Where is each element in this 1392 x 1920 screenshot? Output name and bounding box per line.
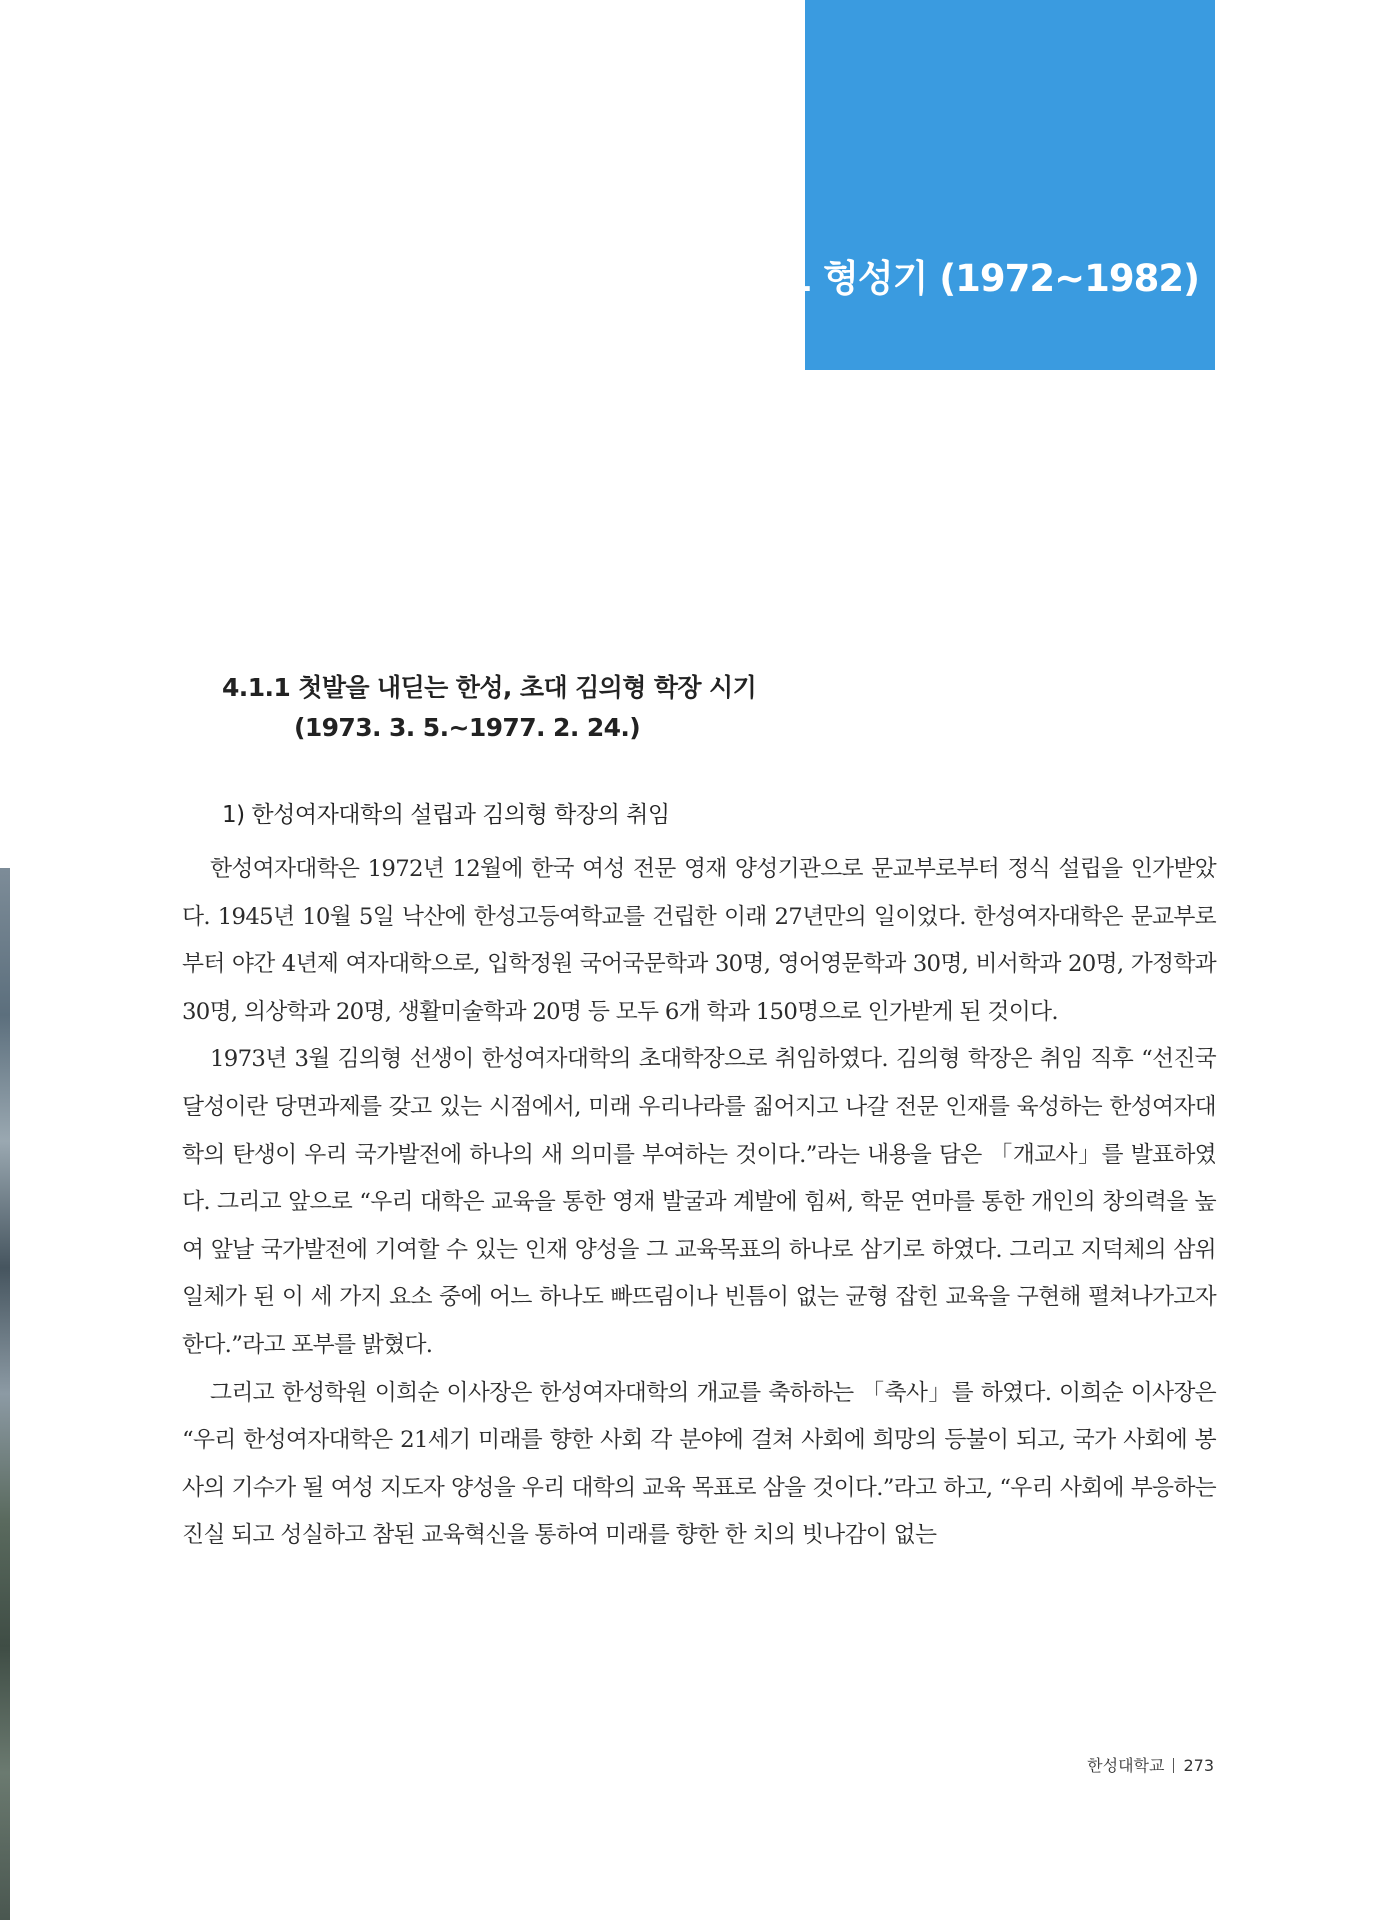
chapter-title-box xyxy=(748,0,1215,370)
edge-photo-strip xyxy=(0,868,10,1920)
footer-separator xyxy=(1173,1758,1174,1773)
subsection-heading: 1) 한성여자대학의 설립과 김의형 학장의 취임 xyxy=(222,802,670,828)
page-number: 273 xyxy=(1183,1756,1214,1775)
body-text xyxy=(182,846,1216,1560)
chapter-title: 4.1 형성기 (1972~1982) xyxy=(748,257,1199,300)
body-paragraph: 한성여자대학은 1972년 12월에 한국 여성 전문 영재 양성기관으로 문교부로부터 정식 설립을 인가받았다. 1945년 10월 5일 낙산에 한성고등여학교를 건립한 이래 27년만의 일이었다. 한성여자대학은 문교부로부터 야간 4년제 여자대학으로, 입학정원 국어국문학과 30명, 영어영문학과 30명, 비서학과 20명, 가정학과 30명, 의상학과 20명, 생활미술학과 20명 등 모두 6개 학과 150명으로 인가받게 된 것이다. xyxy=(182,856,1216,1025)
page-footer xyxy=(1087,1753,1214,1776)
body-paragraph: 그리고 한성학원 이희순 이사장은 한성여자대학의 개교를 축하하는 「축사」를 하였다. 이희순 이사장은 “우리 한성여자대학은 21세기 미래를 향한 사회 각 분야에 걸쳐 사회에 희망의 등불이 되고, 국가 사회에 봉사의 기수가 될 여성 지도자 양성을 우리 대학의 교육 목표로 삼을 것이다.”라고 하고, “우리 사회에 부응하는 진실 되고 성실하고 참된 교육혁신을 통하여 미래를 향한 한 치의 빗나감이 없는 xyxy=(182,1379,1216,1549)
section-heading xyxy=(222,668,1122,748)
section-heading-title: 4.1.1 첫발을 내딛는 한성, 초대 김의형 학장 시기 xyxy=(222,673,757,702)
body-paragraph: 1973년 3월 김의형 선생이 한성여자대학의 초대학장으로 취임하였다. 김의형 학장은 취임 직후 “선진국 달성이란 당면과제를 갖고 있는 시점에서, 미래 우리나라를 짊어지고 나갈 전문 인재를 육성하는 한성여자대학의 탄생이 우리 국가발전에 하나의 새 의미를 부여하는 것이다.”라는 내용을 담은 「개교사」를 발표하였다. 그리고 앞으로 “우리 대학은 교육을 통한 영재 발굴과 계발에 힘써, 학문 연마를 통한 개인의 창의력을 높여 앞날 국가발전에 기여할 수 있는 인재 양성을 그 교육목표의 하나로 삼기로 하였다. 그리고 지덕체의 삼위일체가 된 이 세 가지 요소 중에 어느 하나도 빠뜨림이나 빈틈이 없는 균형 잡힌 교육을 구현해 펼쳐나가고자 한다.”라고 포부를 밝혔다. xyxy=(182,1046,1216,1358)
footer-publisher: 한성대학교 xyxy=(1087,1756,1165,1775)
section-heading-period: (1973. 3. 5.~1977. 2. 24.) xyxy=(294,713,641,742)
